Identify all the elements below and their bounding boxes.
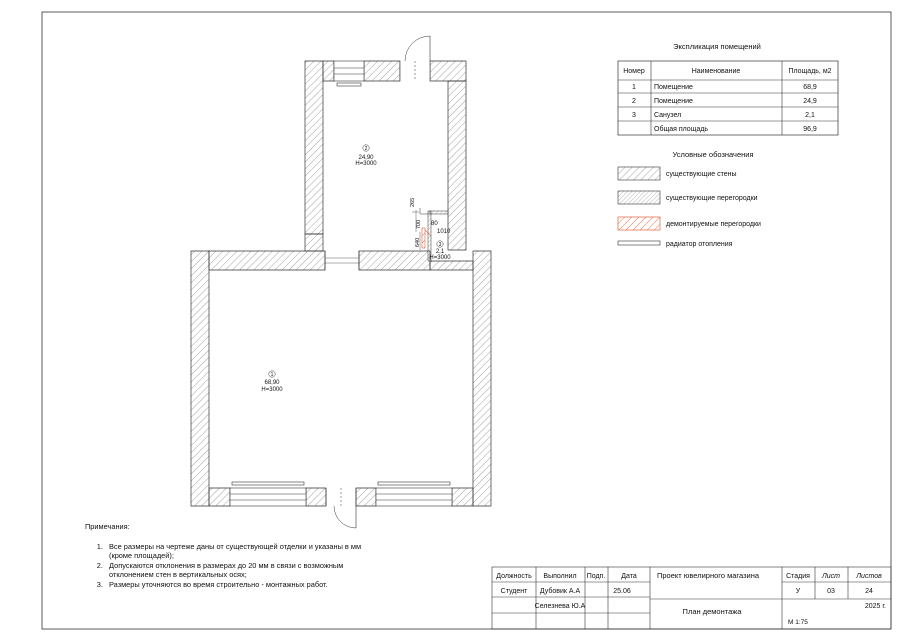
- tb-stage: У: [795, 588, 801, 595]
- table-cell: Общая площадь: [654, 126, 709, 133]
- room-area: 24,90: [358, 155, 374, 161]
- legend-swatch-partitions: [618, 191, 660, 204]
- note-item: 3. Размеры уточняются во время строительно - монтажных работ.: [105, 580, 385, 589]
- explication-table: [618, 42, 838, 135]
- table-header: Наименование: [691, 68, 741, 75]
- wall-room2-top-left: [323, 61, 334, 81]
- wall-room1-bottom-mid-right: [356, 488, 376, 506]
- table-cell: 2: [632, 98, 636, 105]
- passage-opening: [325, 251, 359, 270]
- tb-header-position: Должность: [496, 573, 532, 580]
- table-cell: 2,1: [805, 112, 815, 119]
- tb-header-sheet: Лист: [821, 573, 841, 580]
- wall-room2-left: [305, 61, 323, 234]
- entrance-door-top: [400, 36, 430, 81]
- legend: [618, 150, 761, 248]
- table-header: Площадь, м2: [788, 68, 832, 75]
- tb-name-2: Селезнева Ю.А: [534, 603, 586, 610]
- legend-label: демонтируемые перегородки: [666, 221, 761, 228]
- table-cell: 24,9: [803, 98, 817, 105]
- room-label-1: [261, 371, 283, 393]
- title-block-text: [496, 571, 886, 626]
- tb-position: Студент: [500, 588, 528, 595]
- table-cell: 96,9: [803, 126, 817, 133]
- window-bottom-right: [376, 482, 452, 506]
- notes-block: [85, 522, 385, 590]
- room-height: H=3000: [429, 255, 451, 261]
- table-cell: Санузел: [654, 112, 682, 119]
- tb-drawing-title: План демонтажа: [682, 607, 742, 616]
- wall-room1-bottom-left: [209, 488, 230, 506]
- tb-project: Проект ювелирного магазина: [656, 571, 760, 580]
- legend-swatch-demolished: [618, 217, 660, 230]
- tb-name: Дубовик А.А: [539, 588, 581, 595]
- wall-room2-top-right: [430, 61, 466, 81]
- wall-room1-bottom-mid-left: [306, 488, 326, 506]
- tb-header-done: Выполнил: [543, 573, 577, 580]
- window-top: [334, 61, 364, 81]
- dim-1010: 1010: [437, 229, 451, 235]
- room-height: H=3000: [355, 161, 377, 167]
- note-item: 1. Все размеры на чертеже даны от существующей отделки и указаны в мм (кроме площадей);: [105, 542, 385, 560]
- floor-plan: [191, 36, 491, 528]
- dim-265: 265: [410, 197, 416, 207]
- explication-title: Экспликация помещений: [673, 42, 761, 51]
- demolished-partition: [422, 228, 425, 248]
- notes-list: [85, 542, 385, 589]
- tb-sheets: 24: [865, 588, 873, 595]
- room-area: 68,90: [264, 380, 280, 386]
- window-bottom-left: [230, 482, 306, 506]
- legend-label: радиатор отопления: [666, 241, 733, 248]
- radiator-room2: [337, 83, 361, 86]
- legend-swatch-walls: [618, 167, 660, 180]
- room-height: H=3000: [261, 387, 283, 393]
- dim-80: 80: [431, 221, 438, 227]
- wall-room1-bottom-right: [452, 488, 473, 506]
- table-cell: Помещение: [654, 84, 693, 91]
- table-cell: 68,9: [803, 84, 817, 91]
- wall-room1-top-right: [359, 251, 430, 270]
- tb-header-date: Дата: [621, 573, 637, 580]
- wall-room1-top-far-right: [430, 261, 473, 270]
- legend-label: существующие перегородки: [666, 195, 758, 202]
- table-header: Номер: [623, 68, 645, 75]
- legend-swatch-radiator: [618, 241, 660, 245]
- tb-header-stage: Стадия: [786, 573, 810, 580]
- tb-year: 2025 г.: [864, 603, 886, 610]
- note-item: 2. Допускаются отклонения в размерах до 20 мм в связи с возможным отклонением стен в вертикальных осях;: [105, 561, 385, 579]
- room-number: 2: [364, 146, 368, 152]
- table-cell: 1: [632, 84, 636, 91]
- notes-title: Примечания:: [85, 522, 130, 531]
- tb-date: 25.06: [613, 588, 631, 595]
- wall-room1-right: [473, 251, 491, 506]
- room-number: 1: [270, 372, 274, 378]
- wall-connector: [305, 234, 323, 251]
- table-cell: Помещение: [654, 98, 693, 105]
- legend-label: существующие стены: [666, 171, 737, 178]
- tb-header-sign: Подп.: [586, 573, 606, 580]
- legend-title: Условные обозначения: [672, 150, 754, 159]
- room-area: 2,1: [435, 249, 445, 255]
- dim-700: 700: [416, 219, 422, 229]
- room-label-2: [355, 145, 377, 167]
- dim-640: 640: [415, 237, 421, 247]
- wall-room1-left: [191, 251, 209, 506]
- wall-room1-top-left: [209, 251, 325, 270]
- tb-scale: М 1:75: [788, 619, 808, 626]
- room-number: 3: [438, 242, 442, 248]
- wall-room2-top-mid: [364, 61, 400, 81]
- tb-sheet: 03: [827, 588, 835, 595]
- wall-room2-right: [448, 81, 466, 250]
- tb-header-sheets: Листов: [856, 573, 882, 580]
- table-cell: 3: [632, 112, 636, 119]
